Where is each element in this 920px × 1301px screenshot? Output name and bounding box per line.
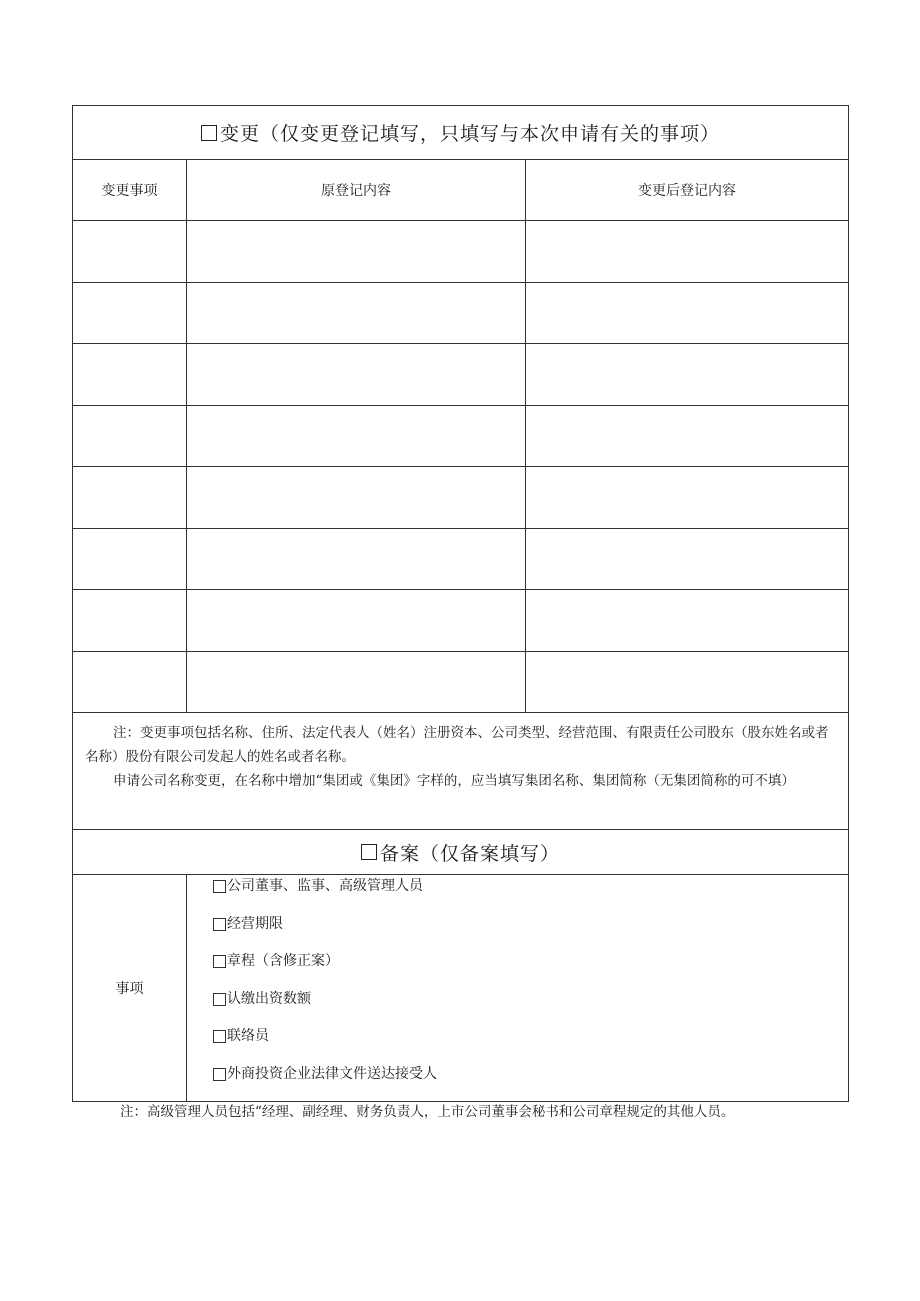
changed-content-cell[interactable] [526, 221, 848, 282]
original-content-cell[interactable] [187, 221, 526, 282]
checkbox-icon[interactable] [213, 880, 226, 893]
change-item-cell[interactable] [73, 406, 187, 467]
original-content-cell[interactable] [187, 590, 526, 651]
record-item-agent[interactable]: 外商投资企业法律文件送达接受人 [213, 1065, 848, 1103]
table-row [73, 590, 848, 652]
change-checkbox[interactable] [201, 125, 217, 141]
table-row [73, 344, 848, 406]
record-item-capital[interactable]: 认缴出资数额 [213, 990, 848, 1028]
table-row [73, 467, 848, 529]
changed-content-cell[interactable] [526, 652, 848, 713]
change-note [73, 713, 848, 830]
record-items [187, 875, 848, 1101]
column-header-item: 变更事项 [73, 160, 187, 220]
original-content-cell[interactable] [187, 406, 526, 467]
record-item-liaison[interactable]: 联络员 [213, 1027, 848, 1065]
changed-content-cell[interactable] [526, 344, 848, 405]
record-label: 事项 [73, 875, 187, 1101]
changed-content-cell[interactable] [526, 406, 848, 467]
table-row [73, 652, 848, 714]
changed-content-cell[interactable] [526, 529, 848, 590]
original-content-cell[interactable] [187, 467, 526, 528]
record-item-articles[interactable]: 章程（含修正案） [213, 952, 848, 990]
change-item-cell[interactable] [73, 529, 187, 590]
changed-content-cell[interactable] [526, 283, 848, 344]
change-item-cell[interactable] [73, 344, 187, 405]
table-row [73, 406, 848, 468]
record-item-term[interactable]: 经营期限 [213, 915, 848, 953]
footnote: 注：高级管理人员包括“经理、副经理、财务负责人，上市公司董事会秘书和公司章程规定的其他人员。 [120, 1104, 735, 1120]
original-content-cell[interactable] [187, 529, 526, 590]
record-section-title: 备案（仅备案填写） [73, 830, 848, 875]
change-item-cell[interactable] [73, 221, 187, 282]
change-item-cell[interactable] [73, 283, 187, 344]
changed-content-cell[interactable] [526, 590, 848, 651]
column-header-original: 原登记内容 [187, 160, 526, 220]
table-row [73, 529, 848, 591]
original-content-cell[interactable] [187, 283, 526, 344]
checkbox-icon[interactable] [213, 918, 226, 931]
column-header-changed: 变更后登记内容 [638, 183, 736, 199]
change-table-header [73, 160, 848, 221]
change-item-cell[interactable] [73, 652, 187, 713]
record-checkbox[interactable] [361, 844, 377, 860]
checkbox-icon[interactable] [213, 1068, 226, 1081]
checkbox-icon[interactable] [213, 993, 226, 1006]
change-note-line-2: 申请公司名称变更，在名称中增加“集团或《集团》字样的，应当填写集团名称、集团简称（无集团简称的可不填） [113, 773, 795, 789]
record-row [73, 875, 848, 1101]
checkbox-icon[interactable] [213, 955, 226, 968]
table-row [73, 221, 848, 283]
registration-form [72, 105, 849, 1102]
change-item-cell[interactable] [73, 467, 187, 528]
record-item-officers[interactable]: 公司董事、监事、高级管理人员 [213, 877, 848, 915]
changed-content-cell[interactable] [526, 467, 848, 528]
original-content-cell[interactable] [187, 652, 526, 713]
change-item-cell[interactable] [73, 590, 187, 651]
change-section-title: 变更（仅变更登记填写，只填写与本次申请有关的事项） [73, 106, 848, 160]
change-note-line-1: 注：变更事项包括名称、住所、法定代表人（姓名）注册资本、公司类型、经营范围、有限责任公司股东（股东姓名或者名称）股份有限公司发起人的姓名或者名称。 [85, 725, 829, 765]
table-row [73, 283, 848, 345]
checkbox-icon[interactable] [213, 1030, 226, 1043]
original-content-cell[interactable] [187, 344, 526, 405]
